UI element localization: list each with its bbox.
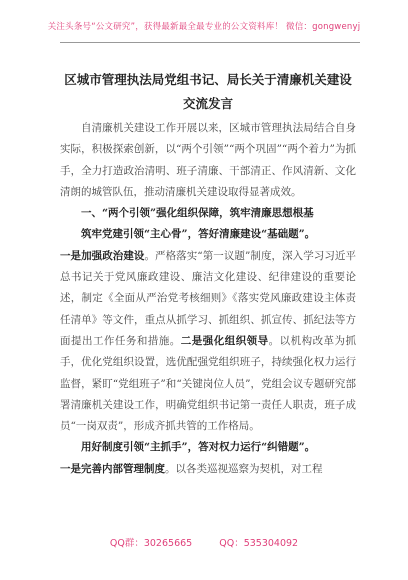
footer-qq: QQ：535304092 xyxy=(219,538,299,549)
paragraph-text: 。严格落实“第一议题”制度，深入学习习近平总书记关于党风廉政建设、廉洁文化建设、纪律建设的重要论述，制定《全面从严治党考核细则》《落实党风廉政建设主体责任清单》等文件，重点从抓学习、抓组织、抓宣传、抓纪法等方面提出工作任务和措施。 xyxy=(60,249,356,347)
paragraph-lead: 一是完善内部管理制度 xyxy=(60,462,165,475)
body-paragraph xyxy=(60,459,356,480)
intro-paragraph: 自清廉机关建设工作开展以来，区城市管理执法局结合自身实际，积极探索创新，以“两个引领”“两个巩固”“两个着力”为抓手，全力打造政治清明、班子清廉、干部清正、作风清新、文化清朗的城管队伍，推动清廉机关建设取得显著成效。 xyxy=(60,122,356,198)
paragraph-text: 。以各类巡视巡察为契机，对工程 xyxy=(165,462,323,475)
document-title: 区城市管理执法局党组书记、局长关于清廉机关建设交流发言 xyxy=(64,72,352,111)
document-body xyxy=(60,118,356,480)
subsection-heading: 筑牢党建引领“主心骨”，答好清廉建设“基础题”。 xyxy=(81,228,316,241)
paragraph-lead: 二是强化组织领导 xyxy=(180,334,269,347)
body-paragraph xyxy=(60,246,356,438)
header-divider xyxy=(60,42,360,43)
top-banner: 关注头条号“公文研究”，获得最新最全最专业的公文资料库！ 微信：gongwenyj xyxy=(47,22,361,32)
footer xyxy=(0,535,408,549)
paragraph-text: 。以机构改革为抓手，优化党组织设置，选优配强党组织班子，持续强化权力运行监督，紧盯“党组班子”和“关键岗位人员”，党组会议专题研究部署清廉机关建设工作，明确党组织书记第一责任人职责，班子成员“一岗双责”，形成齐抓共管的工作格局。 xyxy=(60,334,357,433)
subsection-heading: 用好制度引领“主抓手”，答对权力运行“纠错题”。 xyxy=(81,441,316,454)
section-heading: 一、“两个引领”强化组织保障，筑牢清廉思想根基 xyxy=(81,207,314,220)
paragraph-lead: 一是加强政治建设 xyxy=(60,249,145,262)
footer-qq-group: QQ群：30265665 xyxy=(109,538,193,549)
